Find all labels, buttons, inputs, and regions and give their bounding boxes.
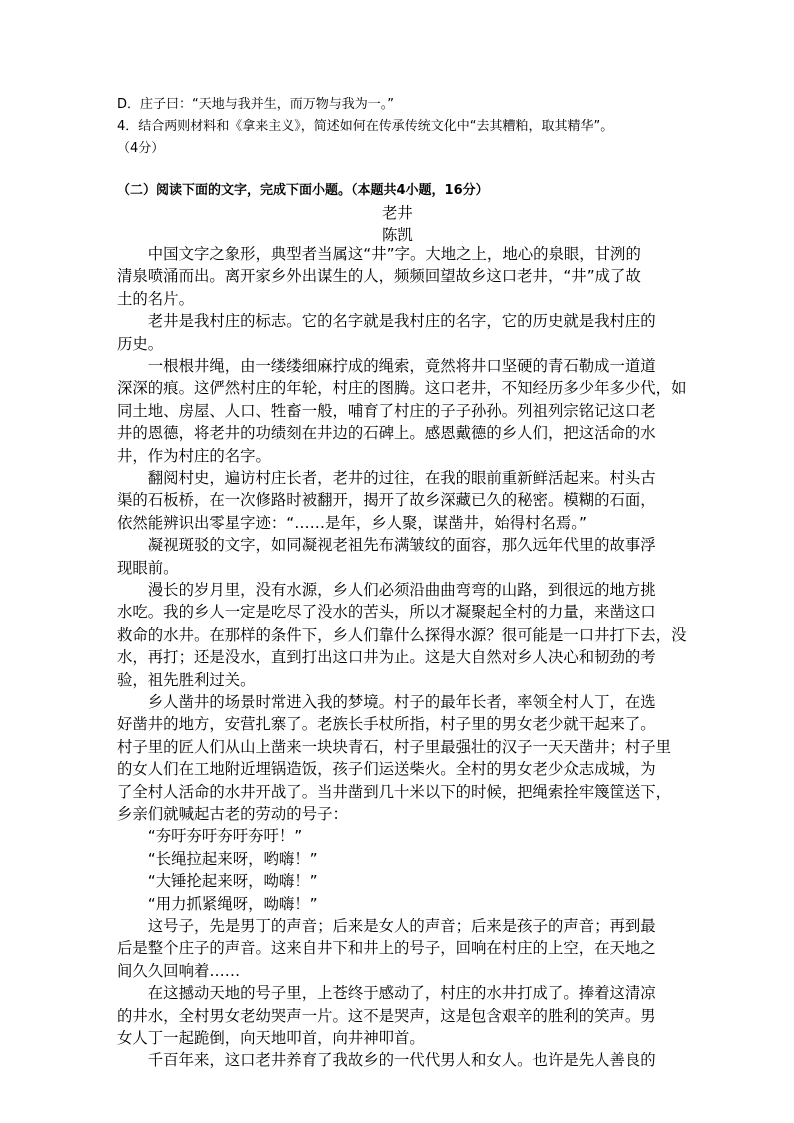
article-line: 的女人们在工地附近埋锅造饭，孩子们运送柴火。全村的男女老少众志成城，为 <box>117 760 656 779</box>
article-line: 的井水，全村男女老幼哭声一片。这不是哭声，这是包含艰辛的胜利的笑声。男 <box>117 1006 656 1025</box>
article-line: 水，再打；还是没水，直到打出这口井为止。这是大自然对乡人决心和韧劲的考 <box>117 648 656 667</box>
article-title: 老井 <box>382 204 413 222</box>
article-line: 村子里的匠人们从山上凿来一块块青石，村子里最强壮的汉子一天天凿井；村子里 <box>117 737 672 756</box>
option-d: D．庄子曰：“天地与我并生，而万物与我为一。” <box>117 97 394 112</box>
article-line: 救命的水井。在那样的条件下，乡人们靠什么探得水源？很可能是一口井打下去，没 <box>117 625 687 644</box>
article-line: “长绳拉起来呀，哟嗨！” <box>117 849 318 868</box>
question-4-line-1: 4．结合两则材料和《拿来主义》，简述如何在传承传统文化中“去其糟粕，取其精华”。 <box>117 119 614 134</box>
article-line: 后是整个庄子的声音。这来自井下和井上的号子，回响在村庄的上空，在天地之 <box>117 939 656 958</box>
article-line: 渠的石板桥，在一次修路时被翻开，揭开了故乡深藏已久的秘密。模糊的石面， <box>117 491 656 510</box>
article-line: 乡亲们就喊起古老的劳动的号子： <box>117 805 348 823</box>
article-line: 凝视斑驳的文字，如同凝视老祖先布满皱纹的面容，那久远年代里的故事浮 <box>117 536 656 555</box>
article-line: 女人丁一起跪倒，向天地叩首，向井神叩首。 <box>117 1029 425 1047</box>
article-line: 一根根井绳，由一缕缕细麻拧成的绳索，竟然将井口坚硬的青石勒成一道道 <box>117 357 656 375</box>
article-line: “用力抓紧绳呀，呦嗨！” <box>117 894 318 913</box>
article-line: 在这撼动天地的号子里，上苍终于感动了，村庄的水井打成了。捧着这清凉 <box>117 984 656 1003</box>
article-line: 土的名片。 <box>117 289 194 308</box>
article-line: 井的恩德，将老井的功绩刻在井边的石碑上。感恩戴德的乡人们，把这活命的水 <box>117 424 656 443</box>
article-line: “夯吁夯吁夯吁夯吁！” <box>117 827 303 846</box>
article-line: 老井是我村庄的标志。它的名字就是我村庄的名字，它的历史就是我村庄的 <box>117 312 656 331</box>
section-heading: （二）阅读下面的文字，完成下面小题。（本题共4小题，16分） <box>117 183 489 198</box>
article-line: 现眼前。 <box>117 558 179 577</box>
article-author: 陈凯 <box>382 226 413 244</box>
article-line: 验，祖先胜利过关。 <box>117 670 256 689</box>
article-line: 中国文字之象形，典型者当属这“井”字。大地之上，地心的泉眼，甘洌的 <box>117 245 641 263</box>
article-line: 这号子，先是男丁的声音；后来是女人的声音；后来是孩子的声音；再到最 <box>117 917 656 935</box>
article-line: 清泉喷涌而出。离开家乡外出谋生的人，频频回望故乡这口老井，“井”成了故 <box>117 267 641 286</box>
article-line: 间久久回响着…… <box>117 961 241 980</box>
question-4-line-2: （4分） <box>117 141 165 156</box>
article-line: 水吃。我的乡人一定是吃尽了没水的苦头，所以才凝聚起全村的力量，来凿这口 <box>117 603 656 622</box>
article-line: 了全村人活命的水井开战了。当井凿到几十米以下的时候，把绳索拴牢篾筐送下， <box>117 782 672 801</box>
article-line: “大锤抡起来呀，呦嗨！” <box>117 872 318 891</box>
article-line: 翻阅村史，遍访村庄长者，老井的过往，在我的眼前重新鲜活起来。村头古 <box>117 469 656 487</box>
article-line: 漫长的岁月里，没有水源，乡人们必须沿曲曲弯弯的山路，到很远的地方挑 <box>117 581 656 599</box>
article-line: 同土地、房屋、人口、牲畜一般，哺育了村庄的子子孙孙。列祖列宗铭记这口老 <box>117 401 656 420</box>
article-line: 依然能辨识出零星字迹：“……是年，乡人聚，谋凿井，始得村名焉。” <box>117 513 587 532</box>
article-line: 历史。 <box>117 334 164 353</box>
article-line: 井，作为村庄的名字。 <box>117 446 271 465</box>
article-line: 千百年来，这口老井养育了我故乡的一代代男人和女人。也许是先人善良的 <box>117 1051 656 1070</box>
article-line: 深深的痕。这俨然村庄的年轮，村庄的图腾。这口老井，不知经历多少年多少代，如 <box>117 379 687 398</box>
article-line: 好凿井的地方，安营扎寨了。老族长手杖所指，村子里的男女老少就干起来了。 <box>117 715 656 734</box>
article-line: 乡人凿井的场景时常进入我的梦境。村子的最年长者，率领全村人丁，在选 <box>117 693 656 711</box>
